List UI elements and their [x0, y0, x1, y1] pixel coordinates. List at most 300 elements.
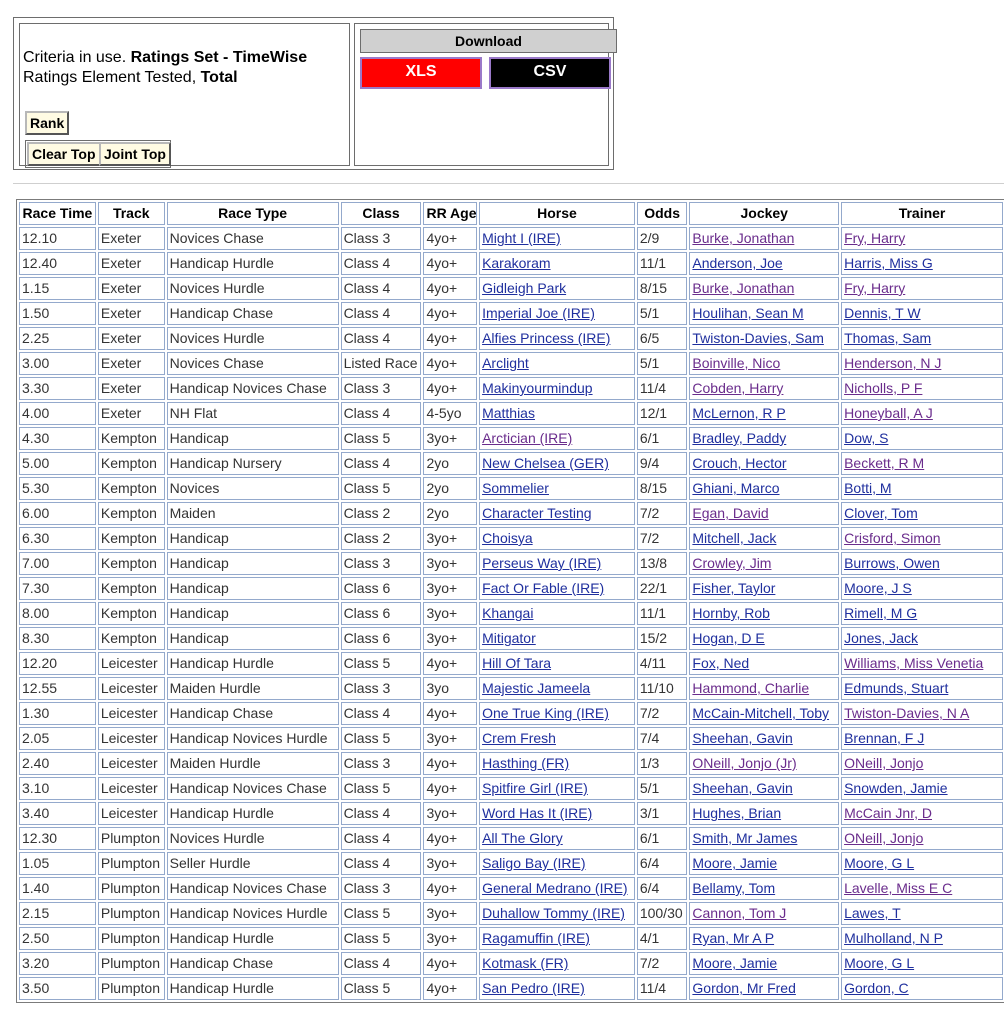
cell-odds: 5/1 — [637, 302, 688, 325]
trainer-link[interactable]: Dennis, T W — [844, 305, 921, 321]
ratings-element-label: Ratings Element Tested, — [23, 69, 201, 86]
cell-horse — [479, 752, 635, 775]
horse-link[interactable]: Perseus Way (IRE) — [482, 555, 602, 571]
cell-rr-age: 4-5yo — [423, 402, 477, 425]
cell-horse — [479, 677, 635, 700]
cell-race-time: 7.30 — [19, 577, 96, 600]
jockey-link[interactable]: Ghiani, Marco — [692, 480, 780, 496]
trainer-link[interactable]: Snowden, Jamie — [844, 780, 948, 796]
cell-rr-age: 4yo+ — [423, 877, 477, 900]
column-header-odds: Odds — [637, 202, 688, 225]
jockey-link[interactable]: Sheehan, Gavin — [692, 730, 793, 746]
table-row — [19, 727, 1003, 750]
horse-link[interactable]: Kotmask (FR) — [482, 955, 569, 971]
jockey-link[interactable]: Crowley, Jim — [692, 555, 772, 571]
cell-track: Leicester — [98, 777, 165, 800]
jockey-link[interactable]: Fox, Ned — [692, 655, 750, 671]
jockey-link[interactable]: Fisher, Taylor — [692, 580, 776, 596]
cell-odds: 11/1 — [637, 252, 688, 275]
cell-race-time: 2.40 — [19, 752, 96, 775]
cell-track: Plumpton — [98, 952, 165, 975]
cell-jockey — [689, 252, 839, 275]
horse-link[interactable]: Word Has It (IRE) — [482, 805, 593, 821]
cell-class: Class 5 — [341, 927, 422, 950]
table-row — [19, 477, 1003, 500]
trainer-link[interactable]: Clover, Tom — [844, 505, 918, 521]
cell-track: Plumpton — [98, 902, 165, 925]
cell-jockey — [689, 777, 839, 800]
horse-link[interactable]: One True King (IRE) — [482, 705, 609, 721]
trainer-link[interactable]: Lawes, T — [844, 905, 901, 921]
trainer-link[interactable]: Gordon, C — [844, 980, 909, 996]
cell-track: Plumpton — [98, 827, 165, 850]
cell-trainer — [841, 252, 1003, 275]
cell-horse — [479, 877, 635, 900]
cell-rr-age: 4yo+ — [423, 327, 477, 350]
jockey-link[interactable]: Mitchell, Jack — [692, 530, 777, 546]
cell-race-type: Novices Hurdle — [167, 327, 339, 350]
cell-class: Class 4 — [341, 452, 422, 475]
jockey-link[interactable]: Cannon, Tom J — [692, 905, 787, 921]
cell-track: Exeter — [98, 327, 165, 350]
cell-jockey — [689, 652, 839, 675]
cell-odds: 8/15 — [637, 277, 688, 300]
cell-odds: 7/2 — [637, 702, 688, 725]
column-header-track: Track — [98, 202, 165, 225]
horse-link[interactable]: All The Glory — [482, 830, 563, 846]
cell-race-type: Handicap — [167, 552, 339, 575]
cell-race-time: 2.50 — [19, 927, 96, 950]
cell-odds: 2/9 — [637, 227, 688, 250]
cell-horse — [479, 327, 635, 350]
cell-race-time: 4.30 — [19, 427, 96, 450]
cell-class: Class 4 — [341, 852, 422, 875]
cell-class: Class 5 — [341, 902, 422, 925]
cell-jockey — [689, 952, 839, 975]
cell-race-type: Handicap Hurdle — [167, 652, 339, 675]
trainer-link[interactable]: Nicholls, P F — [844, 380, 923, 396]
cell-rr-age: 4yo+ — [423, 652, 477, 675]
cell-track: Exeter — [98, 302, 165, 325]
cell-track: Exeter — [98, 277, 165, 300]
cell-class: Class 5 — [341, 427, 422, 450]
cell-track: Kempton — [98, 527, 165, 550]
cell-race-type: Handicap Novices Chase — [167, 877, 339, 900]
cell-odds: 3/1 — [637, 802, 688, 825]
cell-race-time: 12.30 — [19, 827, 96, 850]
cell-trainer — [841, 227, 1003, 250]
results-table — [16, 199, 1004, 1003]
cell-track: Leicester — [98, 727, 165, 750]
trainer-link[interactable]: Thomas, Sam — [844, 330, 932, 346]
criteria-label: Criteria in use. — [23, 49, 131, 66]
cell-race-time: 6.30 — [19, 527, 96, 550]
horse-link[interactable]: Duhallow Tommy (IRE) — [482, 905, 625, 921]
cell-race-time: 5.30 — [19, 477, 96, 500]
jockey-link[interactable]: Crouch, Hector — [692, 455, 787, 471]
jockey-link[interactable]: Bradley, Paddy — [692, 430, 787, 446]
cell-jockey — [689, 577, 839, 600]
cell-horse — [479, 277, 635, 300]
cell-trainer — [841, 977, 1003, 1000]
trainer-link[interactable]: Harris, Miss G — [844, 255, 933, 271]
jockey-link[interactable]: ONeill, Jonjo (Jr) — [692, 755, 797, 771]
cell-horse — [479, 452, 635, 475]
cell-horse — [479, 477, 635, 500]
trainer-link[interactable]: ONeill, Jonjo — [844, 830, 924, 846]
jockey-link[interactable]: Egan, David — [692, 505, 769, 521]
cell-track: Kempton — [98, 477, 165, 500]
table-row — [19, 877, 1003, 900]
column-header-jockey: Jockey — [689, 202, 839, 225]
cell-track: Kempton — [98, 602, 165, 625]
horse-link[interactable]: Arctician (IRE) — [482, 430, 573, 446]
cell-track: Exeter — [98, 252, 165, 275]
cell-track: Kempton — [98, 452, 165, 475]
horse-link[interactable]: Arclight — [482, 355, 529, 371]
cell-race-time: 12.10 — [19, 227, 96, 250]
cell-race-type: Novices Chase — [167, 227, 339, 250]
cell-jockey — [689, 927, 839, 950]
table-row — [19, 652, 1003, 675]
trainer-link[interactable]: Henderson, N J — [844, 355, 942, 371]
cell-track: Leicester — [98, 702, 165, 725]
table-row — [19, 927, 1003, 950]
jockey-link[interactable]: Cobden, Harry — [692, 380, 784, 396]
cell-odds: 7/2 — [637, 502, 688, 525]
jockey-link[interactable]: Hornby, Rob — [692, 605, 770, 621]
table-row — [19, 327, 1003, 350]
trainer-link[interactable]: Mulholland, N P — [844, 930, 943, 946]
horse-link[interactable]: Imperial Joe (IRE) — [482, 305, 595, 321]
horse-link[interactable]: Matthias — [482, 405, 535, 421]
cell-class: Class 5 — [341, 652, 422, 675]
jockey-link[interactable]: Boinville, Nico — [692, 355, 781, 371]
cell-track: Leicester — [98, 677, 165, 700]
cell-trainer — [841, 427, 1003, 450]
horse-link[interactable]: Crem Fresh — [482, 730, 556, 746]
horse-link[interactable]: Gidleigh Park — [482, 280, 567, 296]
cell-odds: 7/2 — [637, 527, 688, 550]
cell-jockey — [689, 602, 839, 625]
cell-odds: 7/4 — [637, 727, 688, 750]
horse-link[interactable]: Khangai — [482, 605, 534, 621]
cell-horse — [479, 852, 635, 875]
jockey-link[interactable]: Bellamy, Tom — [692, 880, 776, 896]
cell-race-type: Handicap Chase — [167, 952, 339, 975]
cell-rr-age: 4yo+ — [423, 827, 477, 850]
cell-race-time: 12.40 — [19, 252, 96, 275]
cell-race-time: 4.00 — [19, 402, 96, 425]
trainer-link[interactable]: Crisford, Simon — [844, 530, 941, 546]
cell-odds: 6/4 — [637, 877, 688, 900]
cell-rr-age: 4yo+ — [423, 252, 477, 275]
trainer-link[interactable]: Jones, Jack — [844, 630, 919, 646]
cell-race-time: 2.15 — [19, 902, 96, 925]
cell-track: Exeter — [98, 377, 165, 400]
trainer-link[interactable]: Dow, S — [844, 430, 889, 446]
cell-jockey — [689, 277, 839, 300]
criteria-panel — [13, 17, 614, 170]
cell-race-type: Handicap — [167, 427, 339, 450]
horse-link[interactable]: Mitigator — [482, 630, 536, 646]
table-row — [19, 402, 1003, 425]
horse-link[interactable]: Saligo Bay (IRE) — [482, 855, 586, 871]
jockey-link[interactable]: Ryan, Mr A P — [692, 930, 775, 946]
cell-rr-age: 3yo+ — [423, 627, 477, 650]
jockey-link[interactable]: Moore, Jamie — [692, 955, 778, 971]
cell-class: Listed Race — [341, 352, 422, 375]
cell-trainer — [841, 327, 1003, 350]
cell-odds: 6/5 — [637, 327, 688, 350]
cell-horse — [479, 652, 635, 675]
xls-download-button[interactable]: XLS — [360, 57, 482, 89]
trainer-link[interactable]: Lavelle, Miss E C — [844, 880, 953, 896]
cell-track: Leicester — [98, 652, 165, 675]
cell-class: Class 4 — [341, 302, 422, 325]
table-header-row — [19, 202, 1003, 225]
cell-trainer — [841, 802, 1003, 825]
cell-horse — [479, 927, 635, 950]
criteria-line — [23, 48, 307, 68]
trainer-link[interactable]: McCain Jnr, D — [844, 805, 932, 821]
cell-odds: 11/1 — [637, 602, 688, 625]
jockey-link[interactable]: Twiston-Davies, Sam — [692, 330, 824, 346]
cell-jockey — [689, 502, 839, 525]
cell-jockey — [689, 902, 839, 925]
horse-link[interactable]: General Medrano (IRE) — [482, 880, 628, 896]
cell-race-time: 1.15 — [19, 277, 96, 300]
jockey-link[interactable]: Sheehan, Gavin — [692, 780, 793, 796]
cell-jockey — [689, 677, 839, 700]
trainer-link[interactable]: Rimell, M G — [844, 605, 918, 621]
trainer-link[interactable]: Fry, Harry — [844, 280, 906, 296]
jockey-link[interactable]: Moore, Jamie — [692, 855, 778, 871]
cell-race-time: 1.50 — [19, 302, 96, 325]
cell-race-time: 12.55 — [19, 677, 96, 700]
cell-race-type: Handicap — [167, 527, 339, 550]
jockey-link[interactable]: Anderson, Joe — [692, 255, 783, 271]
jockey-link[interactable]: Smith, Mr James — [692, 830, 798, 846]
cell-odds: 6/4 — [637, 852, 688, 875]
cell-jockey — [689, 802, 839, 825]
jockey-link[interactable]: Hammond, Charlie — [692, 680, 810, 696]
cell-track: Plumpton — [98, 927, 165, 950]
cell-horse — [479, 352, 635, 375]
table-row — [19, 852, 1003, 875]
cell-trainer — [841, 752, 1003, 775]
cell-horse — [479, 402, 635, 425]
cell-class: Class 2 — [341, 502, 422, 525]
cell-race-type: Novices Chase — [167, 352, 339, 375]
horse-link[interactable]: San Pedro (IRE) — [482, 980, 585, 996]
cell-track: Plumpton — [98, 977, 165, 1000]
cell-jockey — [689, 852, 839, 875]
trainer-link[interactable]: Edmunds, Stuart — [844, 680, 949, 696]
cell-jockey — [689, 977, 839, 1000]
cell-rr-age: 3yo+ — [423, 427, 477, 450]
cell-horse — [479, 377, 635, 400]
trainer-link[interactable]: Burrows, Owen — [844, 555, 940, 571]
cell-trainer — [841, 552, 1003, 575]
cell-race-type: Maiden Hurdle — [167, 752, 339, 775]
cell-rr-age: 3yo+ — [423, 802, 477, 825]
cell-class: Class 5 — [341, 477, 422, 500]
cell-horse — [479, 802, 635, 825]
jockey-link[interactable]: Houlihan, Sean M — [692, 305, 804, 321]
cell-race-time: 8.00 — [19, 602, 96, 625]
horse-link[interactable]: Alfies Princess (IRE) — [482, 330, 611, 346]
horse-link[interactable]: Ragamuffin (IRE) — [482, 930, 590, 946]
trainer-link[interactable]: Twiston-Davies, N A — [844, 705, 970, 721]
rank-button[interactable]: Rank — [25, 111, 69, 135]
cell-race-time: 7.00 — [19, 552, 96, 575]
cell-track: Kempton — [98, 627, 165, 650]
jockey-link[interactable]: Hughes, Brian — [692, 805, 782, 821]
cell-horse — [479, 827, 635, 850]
horse-link[interactable]: Majestic Jameela — [482, 680, 591, 696]
horse-link[interactable]: Karakoram — [482, 255, 551, 271]
cell-race-time: 3.00 — [19, 352, 96, 375]
cell-jockey — [689, 477, 839, 500]
jockey-link[interactable]: Burke, Jonathan — [692, 230, 795, 246]
cell-class: Class 3 — [341, 552, 422, 575]
cell-rr-age: 3yo+ — [423, 602, 477, 625]
cell-jockey — [689, 727, 839, 750]
cell-track: Leicester — [98, 802, 165, 825]
trainer-link[interactable]: Brennan, F J — [844, 730, 925, 746]
cell-trainer — [841, 477, 1003, 500]
trainer-link[interactable]: Beckett, R M — [844, 455, 925, 471]
cell-class: Class 4 — [341, 402, 422, 425]
cell-rr-age: 4yo+ — [423, 377, 477, 400]
divider — [13, 183, 1004, 184]
cell-rr-age: 3yo+ — [423, 852, 477, 875]
cell-race-time: 5.00 — [19, 452, 96, 475]
cell-rr-age: 3yo+ — [423, 727, 477, 750]
cell-race-type: Handicap — [167, 577, 339, 600]
jockey-link[interactable]: Burke, Jonathan — [692, 280, 795, 296]
horse-link[interactable]: Choisya — [482, 530, 533, 546]
trainer-link[interactable]: Williams, Miss Venetia — [844, 655, 984, 671]
cell-rr-age: 4yo+ — [423, 352, 477, 375]
cell-class: Class 2 — [341, 527, 422, 550]
horse-link[interactable]: Hasthing (FR) — [482, 755, 570, 771]
cell-track: Exeter — [98, 402, 165, 425]
table-row — [19, 602, 1003, 625]
jockey-link[interactable]: McLernon, R P — [692, 405, 786, 421]
cell-class: Class 4 — [341, 252, 422, 275]
column-header-trainer: Trainer — [841, 202, 1003, 225]
trainer-link[interactable]: Fry, Harry — [844, 230, 906, 246]
jockey-link[interactable]: McCain-Mitchell, Toby — [692, 705, 830, 721]
cell-race-time: 2.25 — [19, 327, 96, 350]
csv-download-button[interactable]: CSV — [489, 57, 611, 89]
cell-trainer — [841, 602, 1003, 625]
table-row — [19, 627, 1003, 650]
horse-link[interactable]: New Chelsea (GER) — [482, 455, 609, 471]
horse-link[interactable]: Hill Of Tara — [482, 655, 552, 671]
horse-link[interactable]: Fact Or Fable (IRE) — [482, 580, 605, 596]
cell-odds: 4/11 — [637, 652, 688, 675]
cell-trainer — [841, 927, 1003, 950]
cell-rr-age: 4yo+ — [423, 752, 477, 775]
cell-trainer — [841, 952, 1003, 975]
cell-race-time: 1.05 — [19, 852, 96, 875]
horse-link[interactable]: Spitfire Girl (IRE) — [482, 780, 588, 796]
table-row — [19, 677, 1003, 700]
download-header: Download — [360, 29, 617, 53]
clear-top-button[interactable]: Clear Top — [27, 142, 101, 166]
cell-race-type: Handicap Hurdle — [167, 927, 339, 950]
cell-rr-age: 3yo+ — [423, 902, 477, 925]
cell-rr-age: 3yo+ — [423, 552, 477, 575]
horse-link[interactable]: Character Testing — [482, 505, 592, 521]
cell-jockey — [689, 302, 839, 325]
cell-rr-age: 2yo — [423, 477, 477, 500]
cell-track: Kempton — [98, 502, 165, 525]
cell-race-type: Handicap Nursery — [167, 452, 339, 475]
trainer-link[interactable]: Moore, G L — [844, 855, 915, 871]
cell-race-type: Novices Hurdle — [167, 277, 339, 300]
cell-track: Plumpton — [98, 877, 165, 900]
cell-race-type: Seller Hurdle — [167, 852, 339, 875]
cell-trainer — [841, 902, 1003, 925]
trainer-link[interactable]: Honeyball, A J — [844, 405, 933, 421]
cell-trainer — [841, 827, 1003, 850]
cell-odds: 6/1 — [637, 827, 688, 850]
cell-class: Class 4 — [341, 327, 422, 350]
joint-top-button[interactable]: Joint Top — [99, 142, 171, 166]
column-header-horse: Horse — [479, 202, 635, 225]
horse-link[interactable]: Might I (IRE) — [482, 230, 561, 246]
cell-race-type: Handicap Chase — [167, 302, 339, 325]
cell-race-type: Handicap Chase — [167, 702, 339, 725]
trainer-link[interactable]: Moore, G L — [844, 955, 915, 971]
cell-race-time: 3.20 — [19, 952, 96, 975]
jockey-link[interactable]: Hogan, D E — [692, 630, 765, 646]
cell-odds: 15/2 — [637, 627, 688, 650]
trainer-link[interactable]: Moore, J S — [844, 580, 912, 596]
cell-class: Class 4 — [341, 952, 422, 975]
jockey-link[interactable]: Gordon, Mr Fred — [692, 980, 796, 996]
cell-race-type: Handicap Novices Chase — [167, 777, 339, 800]
cell-odds: 13/8 — [637, 552, 688, 575]
trainer-link[interactable]: ONeill, Jonjo — [844, 755, 924, 771]
cell-race-time: 3.40 — [19, 802, 96, 825]
cell-race-type: Handicap Hurdle — [167, 252, 339, 275]
cell-odds: 8/15 — [637, 477, 688, 500]
cell-jockey — [689, 377, 839, 400]
cell-class: Class 3 — [341, 677, 422, 700]
trainer-link[interactable]: Botti, M — [844, 480, 892, 496]
cell-trainer — [841, 402, 1003, 425]
cell-race-type: Maiden — [167, 502, 339, 525]
table-row — [19, 827, 1003, 850]
cell-horse — [479, 727, 635, 750]
cell-horse — [479, 302, 635, 325]
cell-odds: 100/30 — [637, 902, 688, 925]
cell-track: Kempton — [98, 552, 165, 575]
cell-odds: 5/1 — [637, 352, 688, 375]
table-row — [19, 902, 1003, 925]
horse-link[interactable]: Sommelier — [482, 480, 549, 496]
horse-link[interactable]: Makinyourmindup — [482, 380, 593, 396]
cell-horse — [479, 427, 635, 450]
cell-race-time: 3.30 — [19, 377, 96, 400]
column-header-rr-age: RR Age — [423, 202, 477, 225]
cell-class: Class 6 — [341, 627, 422, 650]
